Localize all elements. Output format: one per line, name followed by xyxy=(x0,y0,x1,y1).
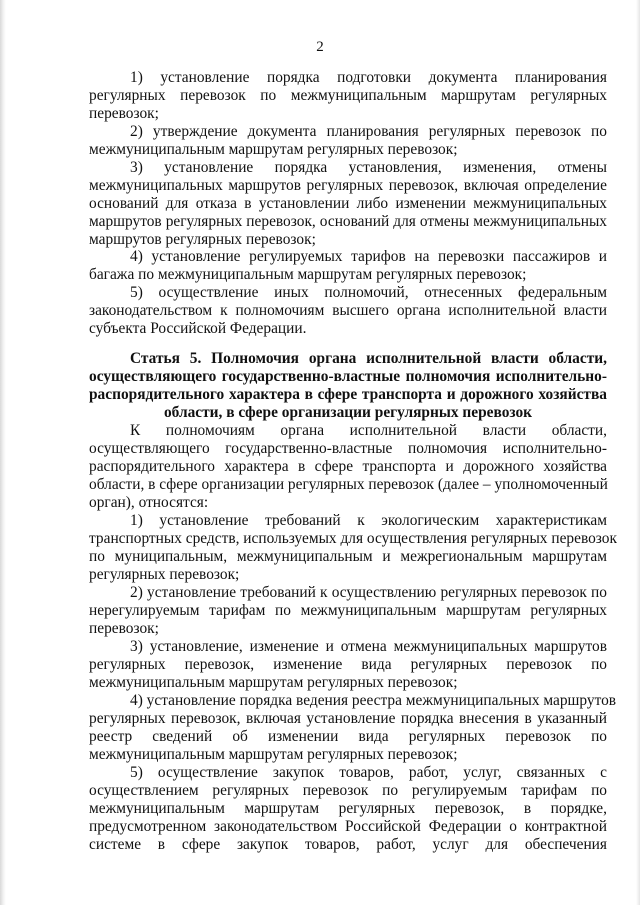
text-line: 4) установление регулируемых тарифов на перевозки пассажиров и xyxy=(130,248,607,265)
text-line: 2) установление требований к осуществлению регулярных перевозок по xyxy=(130,584,607,601)
text-line: 2) утверждение документа планирования регулярных перевозок по xyxy=(130,123,607,140)
text-line: межмуниципальным маршрутам регулярных перевозок; xyxy=(89,674,458,691)
text-line: регулярных перевозок, включая установление порядка внесения в указанный xyxy=(89,710,607,727)
text-line: маршрутов регулярных перевозок, оснований для отмены межмуниципальных xyxy=(89,213,607,230)
text-line: регулярных перевозок; xyxy=(89,566,240,583)
text-line: предусмотренном законодательством Российской Федерации о контрактной xyxy=(89,818,607,835)
text-line: орган), относятся: xyxy=(89,494,209,511)
text-line: 3) установление, изменение и отмена межмуниципальных маршрутов xyxy=(130,638,607,655)
text-line: субъекта Российской Федерации. xyxy=(89,320,307,337)
text-line: нерегулируемым тарифам по межмуниципальным маршрутам регулярных xyxy=(89,602,607,619)
text-line: 5) осуществление иных полномочий, отнесенных федеральным xyxy=(130,284,607,301)
text-line: по муниципальным, межмуниципальным и межрегиональным маршрутам xyxy=(89,548,607,565)
article-heading: распорядительного характера в сфере транспорта и дорожного хозяйства xyxy=(89,386,607,403)
page-number: 2 xyxy=(316,39,324,55)
text-line: регулярных перевозок, изменение вида регулярных перевозок по xyxy=(89,656,607,673)
article-heading: Статья 5. Полномочия органа исполнительной власти области, xyxy=(130,350,607,367)
text-line: межмуниципальным маршрутам регулярных перевозок; xyxy=(89,141,458,158)
text-line: К полномочиям органа исполнительной власти области, xyxy=(130,422,607,439)
text-line: транспортных средств, используемых для осуществления регулярных перевозок xyxy=(89,530,617,547)
scan-edge-right xyxy=(636,0,640,905)
text-line: 5) осуществление закупок товаров, работ, услуг, связанных с xyxy=(130,764,607,781)
text-line: 1) установление порядка подготовки документа планирования xyxy=(130,69,607,86)
text-line: 4) установление порядка ведения реестра межмуниципальных маршрутов xyxy=(130,692,617,709)
text-line: перевозок; xyxy=(89,105,159,122)
text-line: реестр сведений об изменении вида регулярных перевозок по xyxy=(89,728,607,745)
article-heading: области, в сфере организации регулярных перевозок xyxy=(163,404,533,421)
text-line: межмуниципальным маршрутам регулярных перевозок; xyxy=(89,746,458,763)
text-line: осуществлением регулярных перевозок по регулируемым тарифам по xyxy=(89,782,607,799)
text-line: законодательством к полномочиям высшего органа исполнительной власти xyxy=(89,302,607,319)
article-heading: осуществляющего государственно-властные полномочия исполнительно- xyxy=(89,368,607,385)
text-line: багажа по межмуниципальным маршрутам регулярных перевозок; xyxy=(89,266,527,283)
text-line: регулярных перевозок по межмуниципальным маршрутам регулярных xyxy=(89,87,607,104)
text-line: маршрутов регулярных перевозок; xyxy=(89,231,316,248)
text-line: 3) установление порядка установления, изменения, отмены xyxy=(130,159,607,176)
text-line: межмуниципальных маршрутов регулярных перевозок, включая определение xyxy=(89,177,607,194)
text-line: перевозок; xyxy=(89,620,159,637)
text-line: распорядительного характера в сфере транспорта и дорожного хозяйства xyxy=(89,458,607,475)
text-line: 1) установление требований к экологическим характеристикам xyxy=(130,512,607,529)
text-line: области, в сфере организации регулярных перевозок (далее – уполномоченный xyxy=(89,476,608,493)
text-line: осуществляющего государственно-властные полномочия исполнительно- xyxy=(89,440,607,457)
text-line: системе в сфере закупок товаров, работ, услуг для обеспечения xyxy=(89,836,607,853)
scan-edge-left xyxy=(0,0,6,905)
text-line: межмуниципальным маршрутам регулярных перевозок, в порядке, xyxy=(89,800,607,817)
text-line: оснований для отказа в установлении либо изменении межмуниципальных xyxy=(89,195,607,212)
